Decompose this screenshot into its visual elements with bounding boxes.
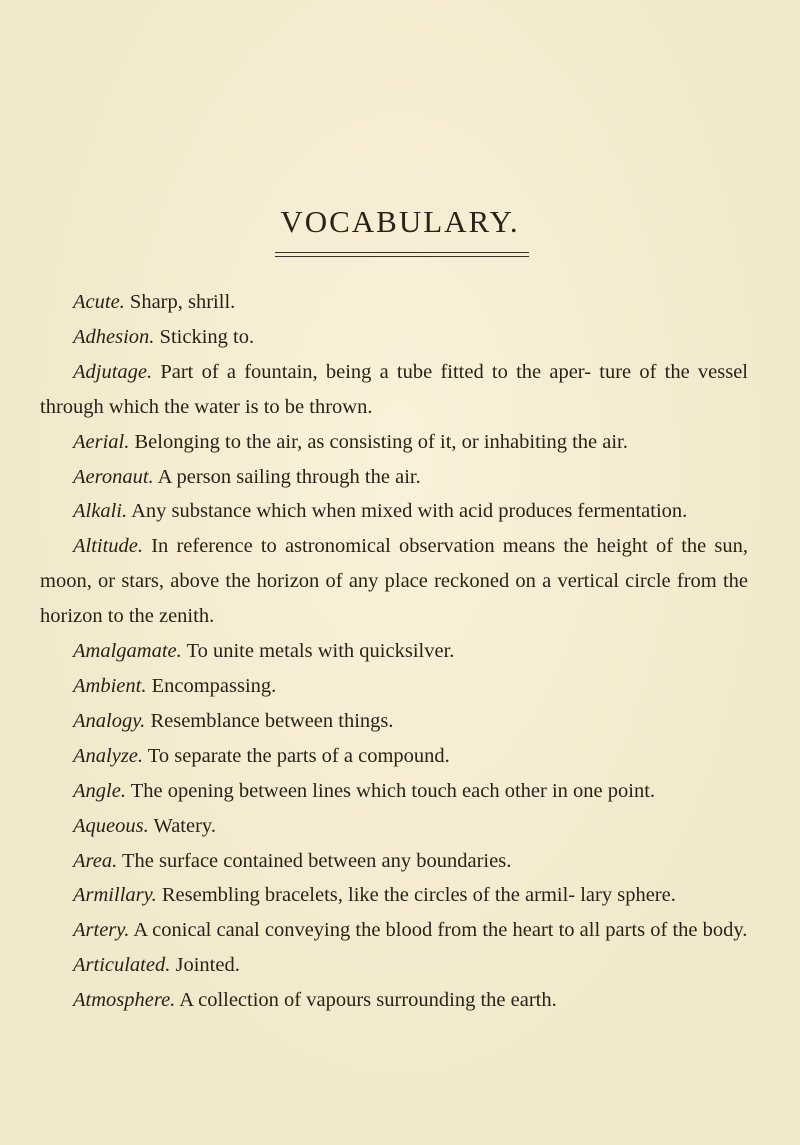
vocabulary-entry — [40, 774, 748, 809]
title-rule-bottom — [275, 256, 529, 257]
entry-term: Aeronaut. — [73, 465, 154, 488]
entry-term: Atmosphere. — [73, 989, 176, 1012]
entry-definition: Resemblance between things. — [150, 709, 394, 732]
vocabulary-entry — [40, 285, 748, 320]
entry-definition: The surface contained between any boundaries. — [121, 849, 512, 872]
vocabulary-entry — [40, 320, 748, 355]
entry-term: Altitude. — [73, 535, 144, 558]
entry-definition: To separate the parts of a compound. — [147, 744, 450, 767]
entry-term: Adjutage. — [73, 360, 153, 383]
entry-definition: The opening between lines which touch each other in one point. — [130, 779, 656, 802]
entry-definition: Sticking to. — [159, 325, 255, 348]
entry-term: Analogy. — [73, 709, 146, 732]
entry-definition: Sharp, shrill. — [129, 291, 236, 313]
vocabulary-entry — [40, 739, 748, 774]
entry-term: Articulated. — [73, 954, 171, 977]
vocabulary-entry — [40, 704, 748, 739]
vocabulary-entry — [40, 669, 748, 704]
vocabulary-entry — [40, 634, 748, 669]
entry-term: Aqueous. — [73, 814, 149, 837]
entry-definition: A person sailing through the air. — [157, 465, 421, 488]
vocabulary-entry — [40, 494, 748, 529]
entry-definition: Any substance which when mixed with acid produces fermentation. — [131, 500, 688, 523]
vocabulary-entry — [40, 355, 748, 425]
page-title: VOCABULARY. — [280, 204, 520, 239]
entry-definition: Part of a fountain, being a tube fitted to the aper- ture of the vessel through which the water is to be thrown. — [40, 360, 748, 418]
vocabulary-entry — [40, 460, 748, 495]
entry-term: Amalgamate. — [73, 640, 182, 663]
entry-definition: Resembling bracelets, like the circles of the armil- lary sphere. — [161, 884, 676, 907]
entry-term: Artery. — [73, 919, 130, 942]
entry-definition: A collection of vapours surrounding the earth. — [179, 989, 557, 1012]
vocabulary-entry — [40, 425, 748, 460]
entry-term: Angle. — [73, 779, 126, 802]
entry-term: Aerial. — [73, 430, 130, 453]
vocabulary-entry — [40, 878, 748, 913]
vocabulary-list — [40, 285, 748, 1018]
entry-term: Ambient. — [73, 674, 147, 697]
entry-definition: Belonging to the air, as consisting of it, or inhabiting the air. — [134, 430, 628, 453]
entry-term: Analyze. — [73, 744, 144, 767]
entry-term: Area. — [73, 849, 118, 872]
entry-term: Alkali. — [73, 500, 128, 523]
entry-term: Adhesion. — [73, 325, 155, 348]
vocabulary-entry — [40, 983, 748, 1018]
vocabulary-entry — [40, 913, 748, 948]
entry-term: Acute. — [73, 291, 125, 313]
vocabulary-entry — [40, 529, 748, 634]
entry-definition: A conical canal conveying the blood from the heart to all parts of the body. — [133, 919, 748, 942]
entry-definition: Jointed. — [175, 954, 240, 977]
vocabulary-entry — [40, 844, 748, 879]
title-rule-top — [275, 252, 529, 253]
vocabulary-entry — [40, 948, 748, 983]
entry-definition: Encompassing. — [151, 674, 277, 697]
entry-term: Armillary. — [73, 884, 157, 907]
vocabulary-entry — [40, 809, 748, 844]
entry-definition: In reference to astronomical observation means the height of the sun, moon, or stars, above the horizon of any place reckoned on a vertical circle from the horizon to the zenith. — [40, 535, 749, 628]
entry-definition: To unite metals with quicksilver. — [186, 640, 455, 663]
entry-definition: Watery. — [153, 814, 216, 837]
